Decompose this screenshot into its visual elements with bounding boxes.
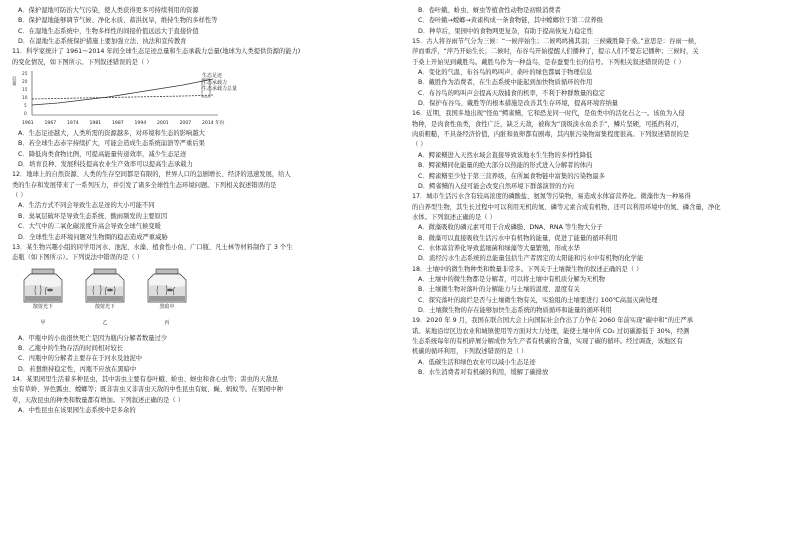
q19-stem-line3: 生态系统每年的有机碎屑分解成作为生产者有机碳的含量，实现了碳的循环。经过调查，该地区有 (412, 338, 683, 345)
q17-stem-line1: 17．城市生活污水含有较高浓度的磷酸盐、氨氮等污染物，易造成水体富营养化。微藻作为一种易得 (412, 193, 691, 201)
legend-item-capacity: 生态承载力 (202, 79, 228, 86)
xtick: 1961 (22, 121, 34, 127)
jar-b-caption: 散射光下 (94, 303, 115, 310)
jar-c-caption: 黑暗中 (159, 303, 175, 310)
q17-option-b: B．微藻可以直接吸收生活污水中有机物的能量，促进了能量的循环利用 (418, 234, 618, 242)
q11-ytick-0: 0 (24, 112, 27, 118)
xtick: 2007 (179, 121, 192, 127)
q12-option-d: D．全球性生态环境问题对生物圈的稳态造成严重威胁 (18, 233, 168, 241)
q11-ytick-5: 5 (24, 104, 27, 110)
q16-stem-line4: （ ） (412, 141, 427, 149)
q18-stem-line1: 18．土壤中的微生物种类和数量非常多。下列关于土壤微生物的叙述正确的是（ ） (412, 265, 643, 273)
jar-a-drawing (16, 268, 70, 304)
jar-b (78, 268, 132, 326)
q19-option-b: B．水生消费者对有机碳的利用，缓解了碳排放 (418, 369, 549, 377)
right-column (412, 6, 784, 378)
q14-stem-line3: 草，天敌昆虫的种类和数量都有增加。下列叙述正确的是（ ） (12, 396, 185, 404)
q14-option-d: D．种草后，果园中的食物网更复杂，有助于提高恢复力稳定性 (418, 27, 593, 35)
q10-option-a: A．保护湿地可防治大气污染，使人类获得更多可持续利用的资源 (18, 7, 199, 14)
xtick: 2001 (157, 121, 169, 127)
q13-stem-line1: 13．某生物兴趣小组的同学用河水、池泥、水藻、植食性小鱼、广口瓶、凡士林等材料制作了 3 个生 (12, 243, 293, 251)
q12-stem-line2: 类的生存和发展带来了一系列压力，并引发了诸多全球性生态环境问题。下列相关叙述错误的是 (12, 181, 277, 189)
jar-b-drawing (78, 268, 132, 304)
q15-stem-line3: 于桑上开始见到戴胜鸟。戴胜鸟作为一种益鸟，是春蚕要生长的信号。下列相关叙述错误的是（ ） (412, 58, 685, 66)
q11-chart (12, 69, 384, 127)
q18-option-c: C．探究落叶的腐烂是否与土壤微生物有关，实验组的土壤要进行 100℃高温灭菌处理 (418, 296, 658, 304)
left-column (12, 6, 384, 416)
q16-option-b: B．鳄雀鳝同化能量的绝大部分以热能的形式进入分解者的体内 (418, 162, 593, 170)
q18-option-b: B．土壤微生物对落叶的分解能力与土壤的温度、湿度有关 (418, 286, 580, 294)
q19-option-a: A．低碳生活和绿色农业可以减小生态足迹 (418, 358, 536, 366)
q19-stem-line2: 诺。某地沿岸区边农业和城镇使用等方面对大力处理，能使土壤中所 CO₂ 过切碳源低于 30%，经测 (412, 327, 690, 335)
q14-stem-line2: 虫有草蛉、异色瓢虫、螳螂等；既非害虫又非害虫天敌的中性昆虫有蚊、蝇、蚂蚁等。在果园中种 (12, 386, 283, 394)
q14-option-b: B．卷叶蛾、蚧虫、蚜虫等植食性动物是初级消费者 (418, 7, 561, 14)
q12-option-c: C．大气中的二氧化碳浓度升高会导致全球气候变暖 (18, 223, 161, 231)
xtick: 1994 (134, 121, 147, 127)
q14-stem-line1: 14．某果园里生活着多种昆虫，其中害虫主要有卷叶蛾、蚧虫、蚜虫和食心虫等；害虫的天敌昆 (12, 375, 279, 383)
q13-option-a: A．甲瓶中的小鱼很快死亡是因为瓶内分解者数量过少 (18, 334, 168, 342)
q17-option-d: D．流经污水生态系统的总能量包括生产者固定的太阳能和污水中有机物的化学能 (418, 255, 644, 263)
q10-option-c: C．在湿地生态系统中，生物多样性的间接价值远远大于直接价值 (18, 27, 199, 35)
q12-stem-line1: 12．地球上的自然资源、人类的生存空间都是有限的，世界人口的急剧增长、经济的迅速发展，给人 (12, 171, 291, 179)
q15-option-b: B．戴胜作为消费者，在生态系统中能起到加快物质循环的作用 (418, 79, 593, 87)
q11-option-a: A．生态足迹越大，人类所需的资源越多，对环境和生态的影响越大 (18, 130, 205, 138)
q18-option-d: D．土壤微生物的存在能够加快生态系统的物质循环和能量的循环利用 (418, 306, 612, 314)
q11-option-b: B．若全球生态赤字持续扩大，可能会造成生态系统崩溃等严重后果 (18, 140, 205, 148)
q11-chart-xticks (22, 119, 225, 129)
xtick: 1981 (89, 121, 102, 127)
legend-item-total: 生态承载力总量 (202, 86, 238, 93)
q16-stem-line1: 16．近期，我国多地出现“怪鱼”鳄雀鳝，它和恐龙同一时代，是鱼类中的活化石之一。该鱼为入侵 (412, 110, 685, 118)
q11-chart-ylabel: 总量 (12, 77, 17, 88)
q13-jar-figure (12, 266, 384, 332)
jar-a (16, 268, 70, 326)
jar-b-label: 乙 (102, 319, 108, 326)
q17-option-a: A．微藻吸收的磷元素可用于合成磷脂、DNA、RNA 等生物大分子 (418, 224, 603, 232)
q11-ytick-25: 25 (22, 72, 28, 78)
q11-chart-legend (202, 73, 237, 93)
q17-stem-line3: 水体。下列叙述正确的是（ ） (412, 213, 496, 221)
jar-a-label: 甲 (40, 319, 46, 326)
xtick: 2014 年份 (202, 121, 225, 127)
q13-option-c: C．丙瓶中的分解者主要存在于河水及池泥中 (18, 355, 143, 363)
q12-stem-line3: （ ） (12, 192, 27, 200)
q11-option-c: C．降低肉类食物比例，可提高能量传递效率，减少生态足迹 (18, 150, 187, 158)
q17-stem-line2: 的自养型生物，其生长过程中可以利用无机的氮、磷等元素合成有机物，还可以利用环境中的氮、磷含量，净化 (412, 203, 721, 211)
q15-option-a: A．变化的气温、布谷鸟的鸣叫声、桑叶的绿色都属于物理信息 (418, 69, 593, 77)
q10-option-d: D．在湿地生态系统保护措施上要加强立法、执法和宣传教育 (18, 38, 187, 46)
q16-option-c: C．鳄雀鳝至少处于第三营养级，在所属食物链中富集的污染物最多 (418, 172, 606, 180)
jar-c-label: 丙 (164, 319, 170, 326)
q16-stem-line2: 物种，是肉食性鱼类，食性广泛，缺乏天敌，被称为“顶级淡水鱼杀手”，鳞片坚硬，可抵挡利刃， (412, 120, 683, 128)
q19-stem-line1: 19．2020 年 9 月，我国在联合国大会上向国际社会作出了力争在 2060 年前实现“碳中和”的庄严承 (412, 317, 693, 325)
q15-stem-line2: 萍而重浮，“萍乃开始生长；二候时，布谷鸟开始提醒人们播种了，提示人们不要忘记播种；三候时，关 (412, 48, 699, 56)
q13-stem-line2: 态瓶（如下图所示）。下列说法中错误的是（ ） (12, 254, 144, 262)
q15-option-c: C．布谷鸟的鸣叫声会提高天敌捕食的机率，不利于种群数量的稳定 (418, 89, 606, 97)
q10-option-b: B．保护湿地能够调节气候、净化水质、蓄洪抗旱，维持生物的多样性等 (18, 17, 218, 25)
q11-ytick-15: 15 (22, 88, 28, 94)
q18-option-a: A．土壤中的微生物都是分解者，可以将土壤中有机质分解为无机物 (418, 275, 605, 283)
legend-item-footprint: 生态足迹 (202, 73, 223, 80)
q11-stem-line2: 的变化情况，如下图所示。下列叙述错误的是（ ） (12, 58, 153, 66)
q11-ytick-20: 20 (22, 80, 28, 86)
xtick: 1987 (112, 121, 124, 127)
xtick: 1974 (67, 121, 79, 127)
q17-option-c: C．水体富营养化导致蓝细菌和绿藻等大量繁殖，形成水华 (418, 244, 580, 252)
q16-option-d: D．鳄雀鳝的入侵可能会改变自然环境下群落演替的方向 (418, 182, 574, 190)
q11-ytick-10: 10 (22, 96, 28, 102)
xtick: 1967 (44, 121, 57, 127)
q15-option-d: D．保护布谷鸟、戴胜等的根本措施是改善其生存环境，提高环境容纳量 (418, 100, 619, 108)
q14-option-a: A．中性昆虫在该果园生态系统中是多余的 (18, 406, 136, 414)
q12-option-b: B．臭氧层破坏是导致生态系统、酸雨频发的主要原因 (18, 212, 168, 220)
q19-stem-line4: 机碳的循环利用，下列叙述错误的是（ ） (412, 348, 528, 356)
q11-option-d: D．培育良种、发展科技提高农业生产效率可以提高生态承载力 (18, 161, 193, 169)
q16-option-a: A．鳄雀鳝进入天然水域会直接导致该地水生生物的多样性降低 (418, 151, 593, 159)
q16-stem-line3: 肉质粗糙，不具备经济价值，内脏和鱼卵都有剧毒，其内脏污染物富集程度很高。下列叙述错误的是 (412, 131, 690, 139)
q12-option-a: A．生活方式不同会导致生态足迹的大小可能不同 (18, 202, 155, 210)
q11-series-footprint (32, 79, 213, 105)
q15-stem-line1: 15．古人将谷雨节气分为三候：“一候萍始生；二候鸣鸠拂其羽；三候戴胜降于桑。”意思是：谷雨一候， (412, 38, 701, 46)
jar-c (140, 268, 194, 326)
q11-series-capacity (32, 95, 213, 99)
q13-option-d: D．若想维持稳定性，丙瓶不应放在黑暗中 (18, 365, 137, 373)
q11-stem-line1: 11．科学家统计了 1961～2014 年间全球生态足迹总量和生态承载力总量(地球为人类提供资源的能力) (12, 48, 301, 56)
jar-a-caption: 散射光下 (32, 303, 53, 310)
jar-c-drawing (140, 268, 194, 304)
q13-option-b: B．乙瓶中的生物存活的时间相对较长 (18, 344, 124, 352)
q14-option-c: C．卷叶蛾→螳螂→黄雀构成一条食物链，其中螳螂位于第二营养级 (418, 17, 603, 25)
